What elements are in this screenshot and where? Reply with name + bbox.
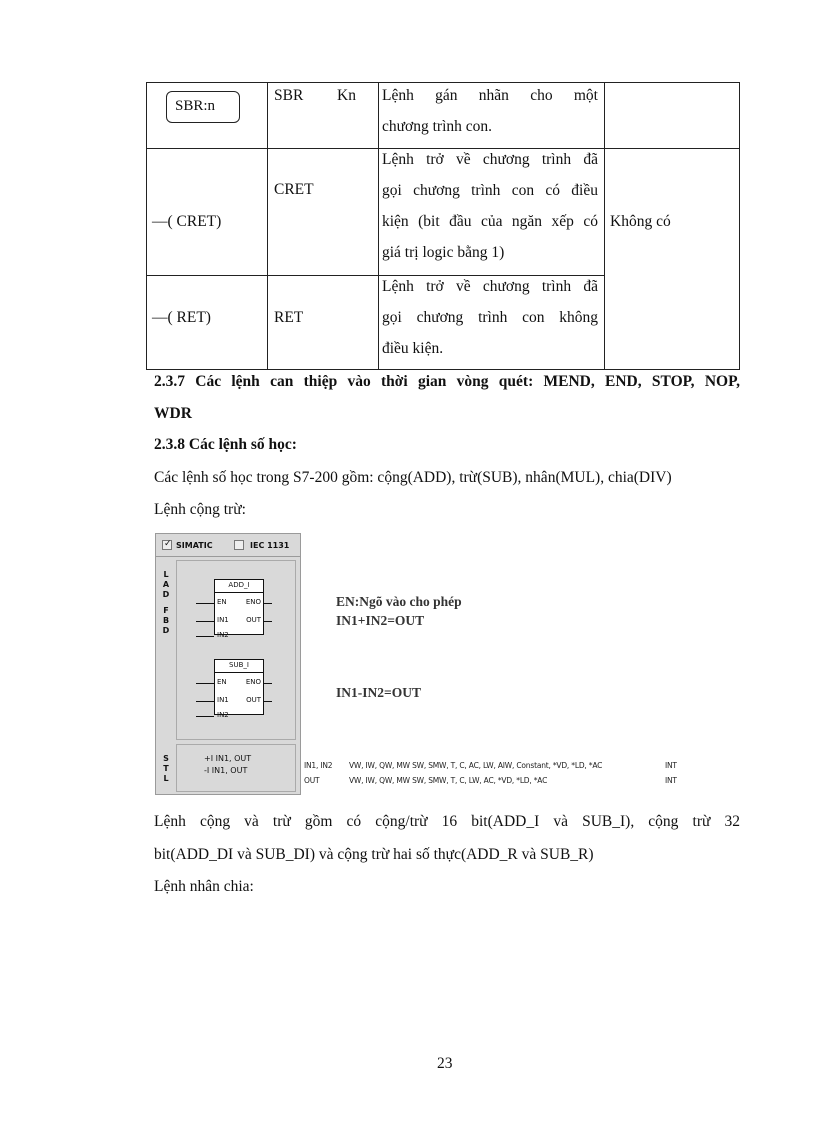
stl-sbr: SBR Kn [274,87,356,104]
simatic-figure [155,533,301,795]
sub-i-block: SUB_I EN IN1 IN2 ENO OUT [214,659,264,715]
operand-in-values: VW, IW, QW, MW SW, SMW, T, C, AC, LW, AIW, Constant, *VD, *LD, *AC [349,761,603,770]
desc-sbr: Lệnh gán nhãn cho một chương trình con. [382,87,598,135]
operand-out-values: VW, IW, QW, MW SW, SMW, T, C, LW, AC, *VD, *LD, *AC [349,776,548,785]
operand-in-type: INT [665,761,677,770]
operand-in-label: IN1, IN2 [304,761,333,770]
stl-add-line: +I IN1, OUT [204,754,252,763]
desc-ret: Lệnh trở về chương trình đã gọi chương trình con không điều kiện. [382,278,598,357]
section-238-title: 2.3.8 Các lệnh số học: [154,436,297,453]
iec-checkbox [234,540,244,550]
add-sub-paragraph-cont: bit(ADD_DI và SUB_DI) và cộng trừ hai số thực(ADD_R và SUB_R) [154,846,594,863]
mul-div-heading: Lệnh nhân chia: [154,878,254,895]
add-i-block: ADD_I EN IN1 IN2 ENO OUT [214,579,264,635]
desc-cret: Lệnh trở về chương trình đã gọi chương trình con có điều kiện (bit đầu của ngăn xếp có giá trị logic bằng 1) [382,151,598,261]
stl-ret: RET [274,309,304,326]
cret-symbol: —( CRET) [152,213,222,230]
operand-none: Không có [610,213,671,230]
lad-fbd-label: L A D F B D [162,570,170,635]
iec-label: IEC 1131 [250,541,290,550]
operand-out-label: OUT [304,776,320,785]
section-237-title-cont: WDR [154,405,192,422]
stl-sub-line: -I IN1, OUT [204,766,248,775]
section-237-title: 2.3.7 Các lệnh can thiệp vào thời gian vòng quét: MEND, END, STOP, NOP, [154,373,740,390]
section-238-intro: Các lệnh số học trong S7-200 gồm: cộng(ADD), trừ(SUB), nhân(MUL), chia(DIV) [154,469,672,486]
page-number: 23 [437,1055,453,1072]
instruction-table [146,82,740,370]
operand-out-type: INT [665,776,677,785]
add-formula-note: IN1+IN2=OUT [336,613,425,628]
sub-formula-note: IN1-IN2=OUT [336,685,421,700]
stl-cret: CRET [274,181,314,198]
stl-label: S T L [163,754,169,783]
figure-header [156,534,300,557]
ret-symbol: —( RET) [152,309,211,326]
en-note: EN:Ngõ vào cho phép [336,594,462,609]
sbr-symbol: SBR:n [166,91,240,123]
add-sub-paragraph: Lệnh cộng và trừ gồm có cộng/trừ 16 bit(ADD_I và SUB_I), cộng trừ 32 [154,813,740,830]
simatic-checkbox: ✓ [164,539,172,549]
simatic-label: SIMATIC [176,541,213,550]
add-sub-heading: Lệnh cộng trừ: [154,501,246,518]
